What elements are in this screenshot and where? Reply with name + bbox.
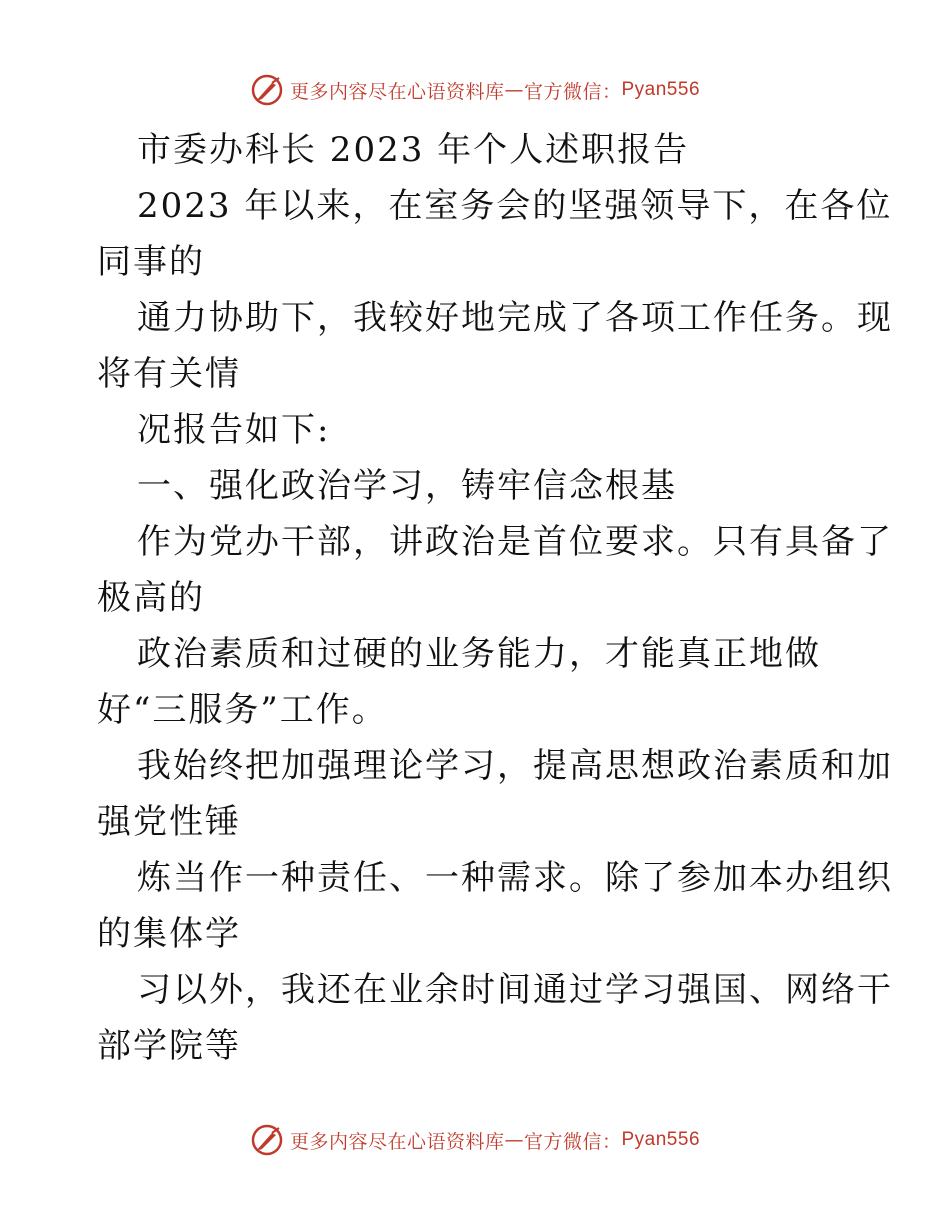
paragraph-line: 作为党办干部，讲政治是首位要求。只有具备了 [137, 522, 893, 562]
paragraph-line: 好“三服务”工作。 [97, 690, 388, 730]
paragraph-line: 习以外，我还在业余时间通过学习强国、网络干 [137, 970, 893, 1010]
document-body [97, 122, 893, 1074]
watermark-separator: — [504, 1129, 524, 1151]
quill-logo-icon [250, 73, 284, 107]
paragraph-line: 通力协助下，我较好地完成了各项工作任务。现 [137, 298, 893, 338]
watermark-footer [0, 1120, 950, 1160]
watermark-header [0, 70, 950, 110]
paragraph-line: 同事的 [97, 242, 205, 282]
paragraph-line: 我始终把加强理论学习，提高思想政治素质和加 [137, 746, 893, 786]
watermark-wechat-id: Pyan556 [621, 79, 701, 100]
watermark-wechat-id: Pyan556 [621, 1129, 701, 1150]
document-title: 市委办科长 2023 年个人述职报告 [137, 130, 690, 170]
paragraph-line: 况报告如下: [137, 410, 331, 450]
watermark-text: 更多内容尽在心语资料库 [289, 1130, 505, 1153]
watermark-text: 更多内容尽在心语资料库 [289, 80, 505, 103]
paragraph-line: 将有关情 [97, 354, 241, 394]
paragraph-line: 2023 年以来，在室务会的坚强领导下，在各位 [137, 186, 893, 226]
paragraph-line: 极高的 [97, 578, 205, 618]
paragraph-line: 炼当作一种责任、一种需求。除了参加本办组织 [137, 858, 893, 898]
paragraph-line: 的集体学 [97, 914, 241, 954]
quill-logo-icon [250, 1123, 284, 1157]
paragraph-line: 部学院等 [97, 1026, 241, 1066]
paragraph-line: 强党性锤 [97, 802, 241, 842]
watermark-wechat-label: 官方微信： [523, 1130, 622, 1153]
paragraph-line: 政治素质和过硬的业务能力，才能真正地做 [137, 634, 821, 674]
section-heading: 一、强化政治学习，铸牢信念根基 [137, 466, 677, 506]
watermark-wechat-label: 官方微信： [523, 80, 622, 103]
watermark-separator: — [504, 79, 524, 101]
